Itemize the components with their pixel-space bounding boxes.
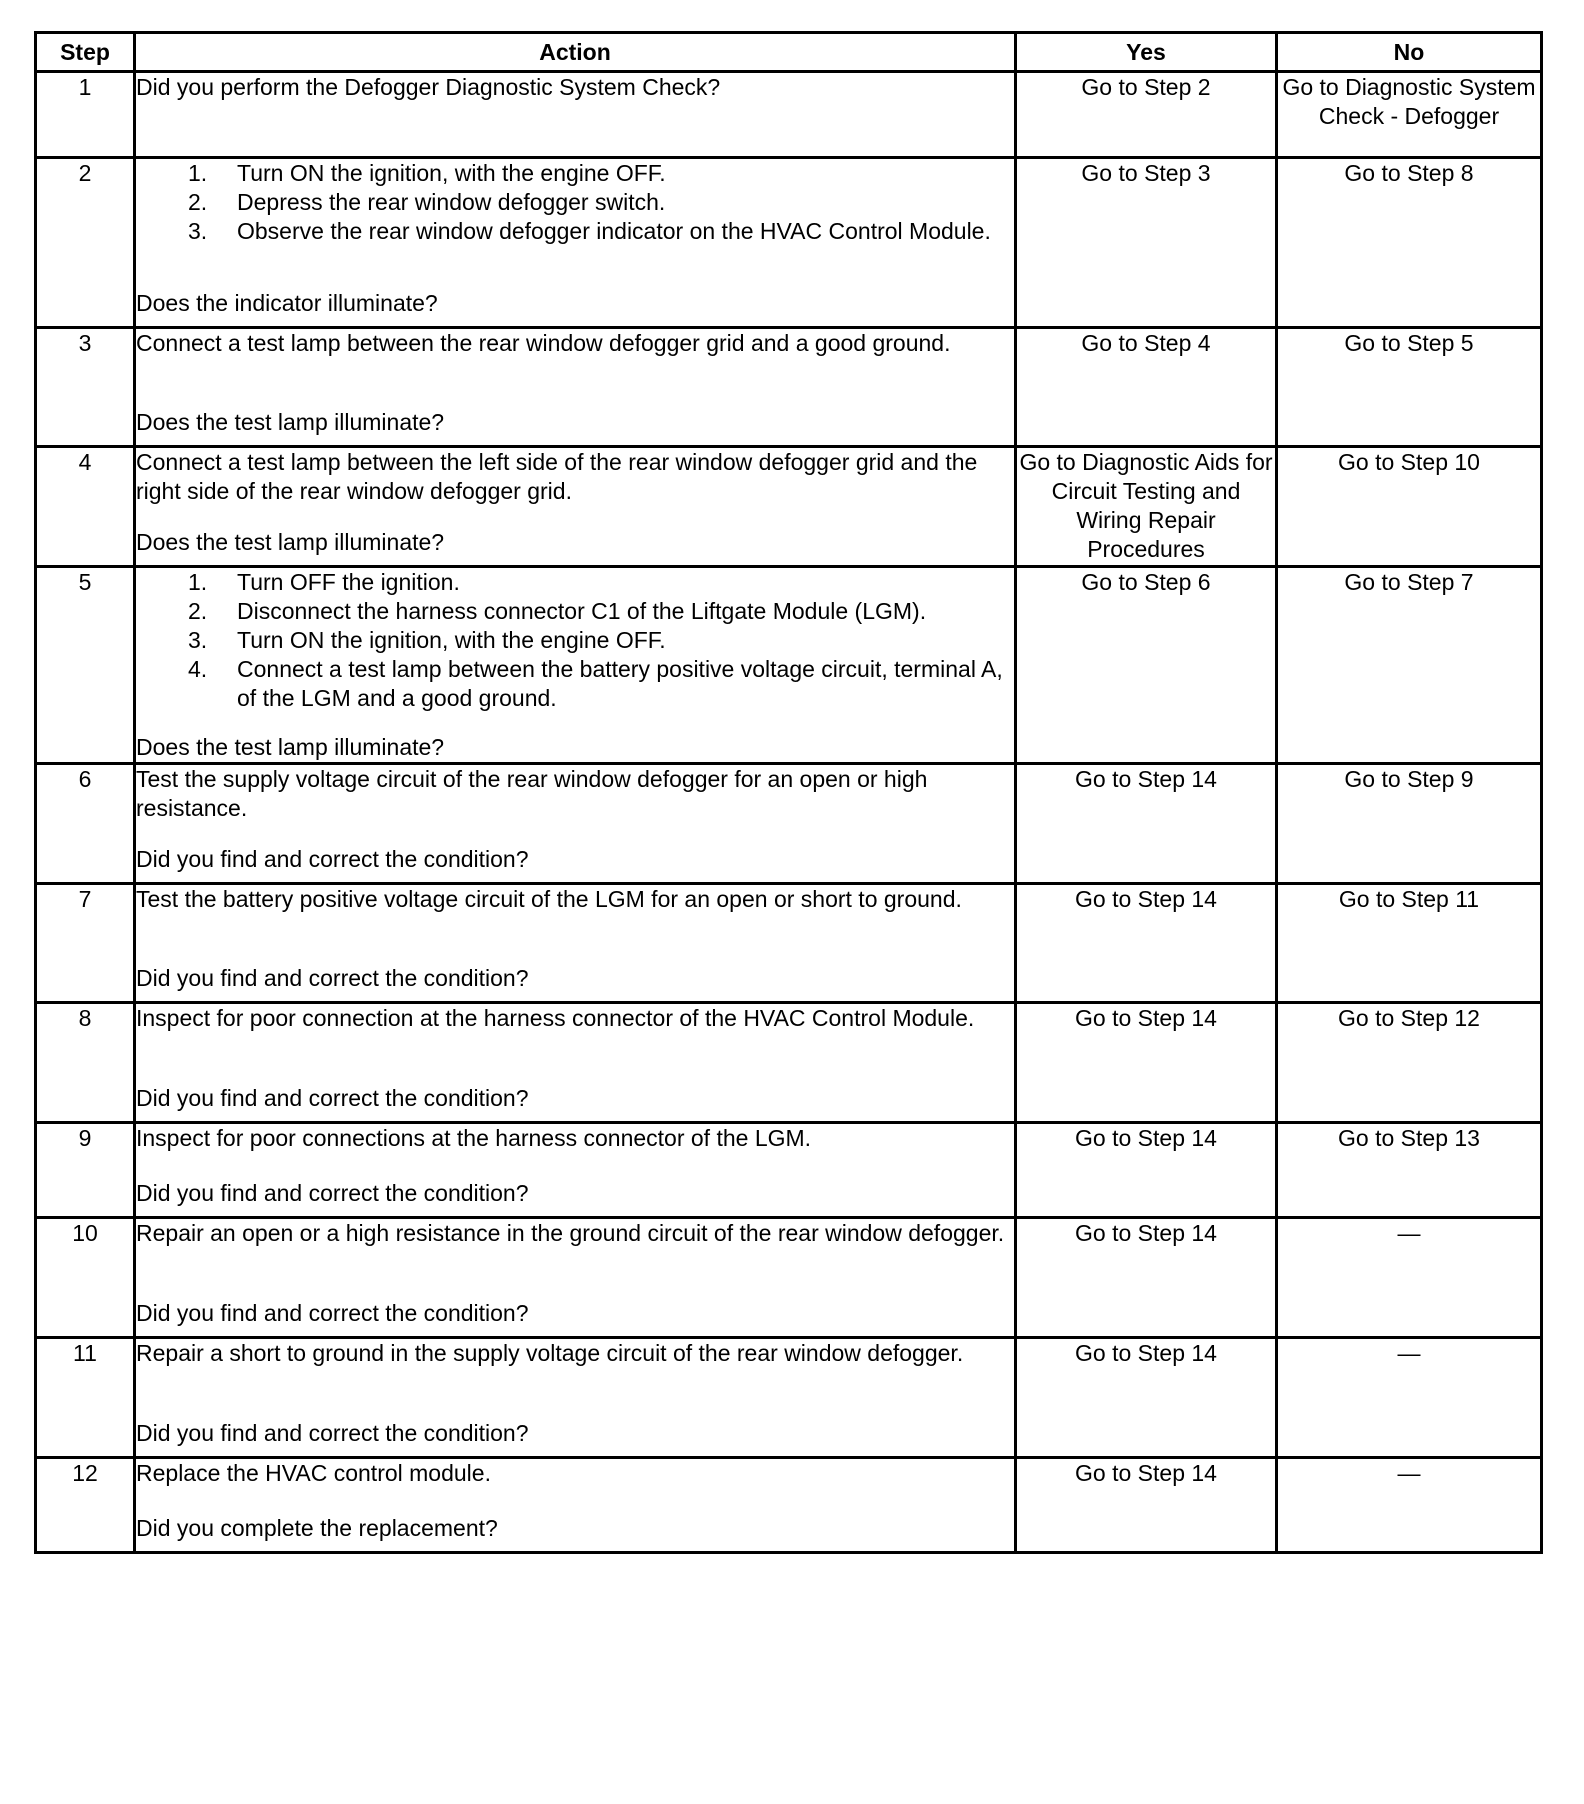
action-instruction: Test the supply voltage circuit of the rear window defogger for an open or high resistance. [136,766,928,821]
action-cell [135,884,1016,1003]
action-content [136,1339,1014,1448]
substep-text: Turn OFF the ignition. [237,569,460,595]
step-number: 8 [36,1003,135,1123]
header-no: No [1277,33,1542,72]
yes-result: Go to Step 3 [1016,158,1277,328]
yes-result: Go to Step 4 [1016,328,1277,447]
table-row [36,158,1542,328]
yes-result: Go to Step 14 [1016,1458,1277,1553]
action-instruction: Inspect for poor connections at the harness connector of the LGM. [136,1125,812,1151]
substep-item [136,188,1014,217]
no-result: Go to Step 13 [1277,1123,1542,1218]
action-instruction: Repair a short to ground in the supply voltage circuit of the rear window defogger. [136,1340,964,1366]
action-instructions [136,1459,1014,1488]
action-instructions [136,448,1014,506]
action-content [136,765,1014,874]
action-content [136,329,1014,437]
table-row [36,447,1542,567]
action-instructions [136,1124,1014,1153]
yes-result: Go to Step 6 [1016,567,1277,764]
step-number: 3 [36,328,135,447]
step-number: 1 [36,72,135,158]
header-row [36,33,1542,72]
action-content [136,73,1014,148]
no-result: Go to Diagnostic System Check - Defogger [1277,72,1542,158]
action-content [136,448,1014,557]
action-instructions [136,73,1014,102]
yes-result: Go to Step 14 [1016,884,1277,1003]
no-result: Go to Step 8 [1277,158,1542,328]
action-instructions [136,1339,1014,1368]
action-question: Did you find and correct the condition? [136,965,529,991]
step-number: 5 [36,567,135,764]
table-row [36,1338,1542,1458]
substep-list [136,568,1014,713]
no-result: Go to Step 12 [1277,1003,1542,1123]
action-cell [135,567,1016,764]
action-instruction: Connect a test lamp between the left side of the rear window defogger grid and the right side of the rear window defogger grid. [136,449,978,504]
step-number: 9 [36,1123,135,1218]
yes-result: Go to Step 14 [1016,1003,1277,1123]
action-content [136,1459,1014,1543]
substep-text: Turn ON the ignition, with the engine OFF. [237,627,666,653]
table-row [36,1003,1542,1123]
action-question: Does the indicator illuminate? [136,290,438,316]
substep-text: Depress the rear window defogger switch. [237,189,666,215]
no-result: — [1277,1338,1542,1458]
header-step: Step [36,33,135,72]
table-row [36,1458,1542,1553]
step-number: 11 [36,1338,135,1458]
substep-item [136,655,1014,713]
no-result: Go to Step 10 [1277,447,1542,567]
yes-result: Go to Diagnostic Aids for Circuit Testing and Wiring Repair Procedures [1016,447,1277,567]
substep-item [136,626,1014,655]
action-instructions [136,568,1014,713]
substep-text: Turn ON the ignition, with the engine OFF. [237,160,666,186]
table-row [36,764,1542,884]
substep-item [136,217,1014,246]
no-result: — [1277,1458,1542,1553]
no-result: Go to Step 9 [1277,764,1542,884]
table-row [36,72,1542,158]
action-cell [135,158,1016,328]
substep-number: 1. [188,160,208,186]
table-row [36,567,1542,764]
header-yes: Yes [1016,33,1277,72]
substep-item [136,159,1014,188]
no-result: Go to Step 11 [1277,884,1542,1003]
action-question: Does the test lamp illuminate? [136,734,445,760]
action-question: Did you find and correct the condition? [136,1300,529,1326]
action-instruction: Connect a test lamp between the rear window defogger grid and a good ground. [136,330,951,356]
action-instructions [136,329,1014,358]
action-instructions [136,1004,1014,1033]
table-row [36,328,1542,447]
action-cell [135,447,1016,567]
substep-number: 3. [188,218,208,244]
diagnostic-table [34,31,1543,1554]
action-instruction: Did you perform the Defogger Diagnostic System Check? [136,74,721,100]
step-number: 10 [36,1218,135,1338]
yes-result: Go to Step 14 [1016,764,1277,884]
action-question: Did you complete the replacement? [136,1515,498,1541]
action-cell [135,1218,1016,1338]
substep-text: Disconnect the harness connector C1 of the Liftgate Module (LGM). [237,598,927,624]
step-number: 7 [36,884,135,1003]
action-instruction: Repair an open or a high resistance in the ground circuit of the rear window defogger. [136,1220,1005,1246]
step-number: 4 [36,447,135,567]
substep-number: 1. [188,569,208,595]
substep-list [136,159,1014,246]
action-instruction: Replace the HVAC control module. [136,1460,491,1486]
action-question: Did you find and correct the condition? [136,846,529,872]
no-result: — [1277,1218,1542,1338]
action-content [136,885,1014,993]
no-result: Go to Step 5 [1277,328,1542,447]
yes-result: Go to Step 2 [1016,72,1277,158]
table-row [36,1123,1542,1218]
step-number: 6 [36,764,135,884]
action-cell [135,1003,1016,1123]
action-question: Does the test lamp illuminate? [136,529,445,555]
action-content [136,159,1014,318]
no-result: Go to Step 7 [1277,567,1542,764]
yes-result: Go to Step 14 [1016,1123,1277,1218]
action-instructions [136,1219,1014,1248]
table-body [36,72,1542,1553]
action-content [136,1004,1014,1113]
header-action: Action [135,33,1016,72]
substep-number: 2. [188,189,208,215]
action-question: Did you find and correct the condition? [136,1180,529,1206]
action-content [136,1219,1014,1328]
action-question: Does the test lamp illuminate? [136,409,445,435]
substep-text: Connect a test lamp between the battery positive voltage circuit, terminal A, of the LGM and a good ground. [237,656,1003,711]
action-cell [135,1458,1016,1553]
substep-item [136,568,1014,597]
action-content [136,1124,1014,1208]
table-row [36,884,1542,1003]
action-question: Did you find and correct the condition? [136,1085,529,1111]
action-question: Did you find and correct the condition? [136,1420,529,1446]
action-cell [135,1338,1016,1458]
action-instruction: Inspect for poor connection at the harness connector of the HVAC Control Module. [136,1005,975,1031]
step-number: 2 [36,158,135,328]
yes-result: Go to Step 14 [1016,1338,1277,1458]
step-number: 12 [36,1458,135,1553]
table-row [36,1218,1542,1338]
action-instructions [136,159,1014,246]
substep-number: 2. [188,598,208,624]
action-instruction: Test the battery positive voltage circuit of the LGM for an open or short to ground. [136,886,962,912]
substep-number: 3. [188,627,208,653]
action-content [136,568,1014,762]
action-cell [135,764,1016,884]
action-cell [135,1123,1016,1218]
yes-result: Go to Step 14 [1016,1218,1277,1338]
substep-item [136,597,1014,626]
substep-number: 4. [188,656,208,682]
action-instructions [136,765,1014,823]
action-cell [135,72,1016,158]
action-cell [135,328,1016,447]
action-instructions [136,885,1014,914]
substep-text: Observe the rear window defogger indicator on the HVAC Control Module. [237,218,991,244]
